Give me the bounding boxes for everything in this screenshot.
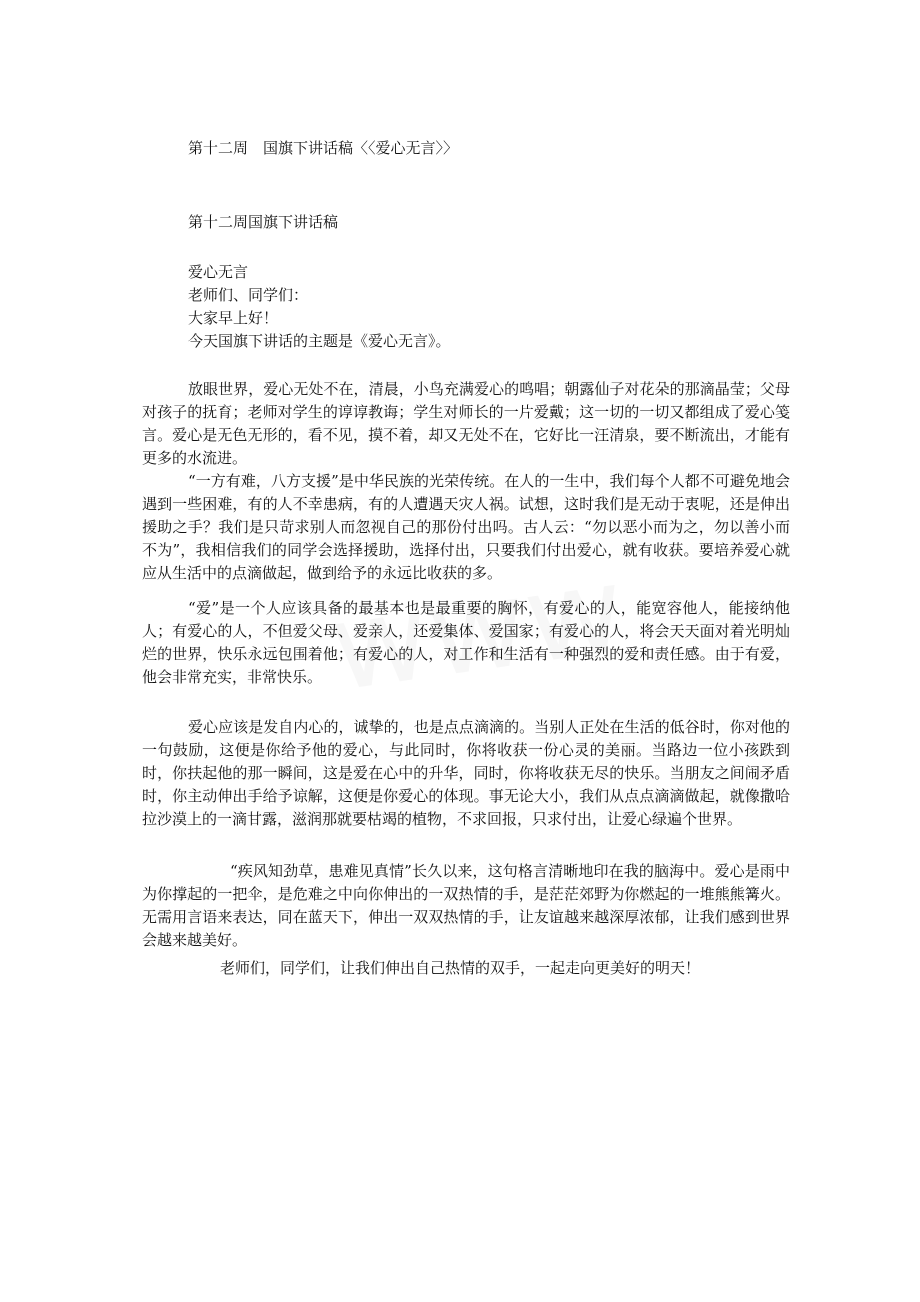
document-title: 第十二周 国旗下讲话稿〈〈爱心无言〉〉 [188,139,459,157]
document-subtitle: 第十二周国旗下讲话稿 [188,213,339,231]
body-paragraph-1: 放眼世界，爱心无处不在，清晨，小鸟充满爱心的鸣唱；朝露仙子对花朵的那滴晶莹；父母对孩子的抚育；老师对学生的谆谆教诲；学生对师长的一片爱戴；这一切的一切又都组成了爱心笺言。爱心是无色无形的，看不见，摸不着，却又无处不在，它好比一汪清泉，要不断流出，才能有更多的水流进。 [142,380,790,467]
body-paragraph-5: “疾风知劲草，患难见真情”长久以来，这句格言清晰地印在我的脑海中。爱心是雨中为你撑起的一把伞，是危难之中向你伸出的一双热情的手，是茫茫郊野为你燃起的一堆熊熊篝火。无需用言语来表达，同在蓝天下，伸出一双双热情的手，让友谊越来越深厚浓郁，让我们感到世界会越来越美好。 [142,862,790,949]
body-paragraph-2: “一方有难，八方支援”是中华民族的光荣传统。在人的一生中，我们每个人都不可避免地会遇到一些困难，有的人不幸患病，有的人遭遇天灾人祸。试想，这时我们是无动于衷呢，还是伸出援助之手？我们是只苛求别人而忽视自己的那份付出吗。古人云：“勿以恶小而为之，勿以善小而不为”，我相信我们的同学会选择援助，选择付出，只要我们付出爱心，就有收获。要培养爱心就应从生活中的点滴做起，做到给予的永远比收获的多。 [142,472,790,582]
greeting: 大家早上好！ [188,309,279,327]
intro-line: 今天国旗下讲话的主题是《爱心无言》。 [188,332,451,350]
salutation: 老师们、同学们： [188,286,309,304]
body-paragraph-3: “爱”是一个人应该具备的最基本也是最重要的胸怀，有爱心的人，能宽容他人，能接纳他人；有爱心的人，不但爱父母、爱亲人，还爱集体、爱国家；有爱心的人，将会天天面对着光明灿烂的世界，快乐永远包围着他；有爱心的人，对工作和生活有一种强烈的爱和责任感。由于有爱，他会非常充实，非常快乐。 [142,599,790,686]
body-paragraph-4: 爱心应该是发自内心的，诚挚的，也是点点滴滴的。当别人正处在生活的低谷时，你对他的一句鼓励，这便是你给予他的爱心，与此同时，你将收获一份心灵的美丽。当路边一位小孩跌到时，你扶起他的那一瞬间，这是爱在心中的升华，同时，你将收获无尽的快乐。当朋友之间闹矛盾时，你主动伸出手给予谅解，这便是你爱心的体现。事无论大小，我们从点点滴滴做起，就像撒哈拉沙漠上的一滴甘露，滋润那就要枯竭的植物，不求回报，只求付出，让爱心绿遍个世界。 [142,718,790,828]
speech-topic: 爱心无言 [188,263,249,281]
closing-line: 老师们，同学们，让我们伸出自己热情的双手，一起走向更美好的明天！ [220,959,701,977]
